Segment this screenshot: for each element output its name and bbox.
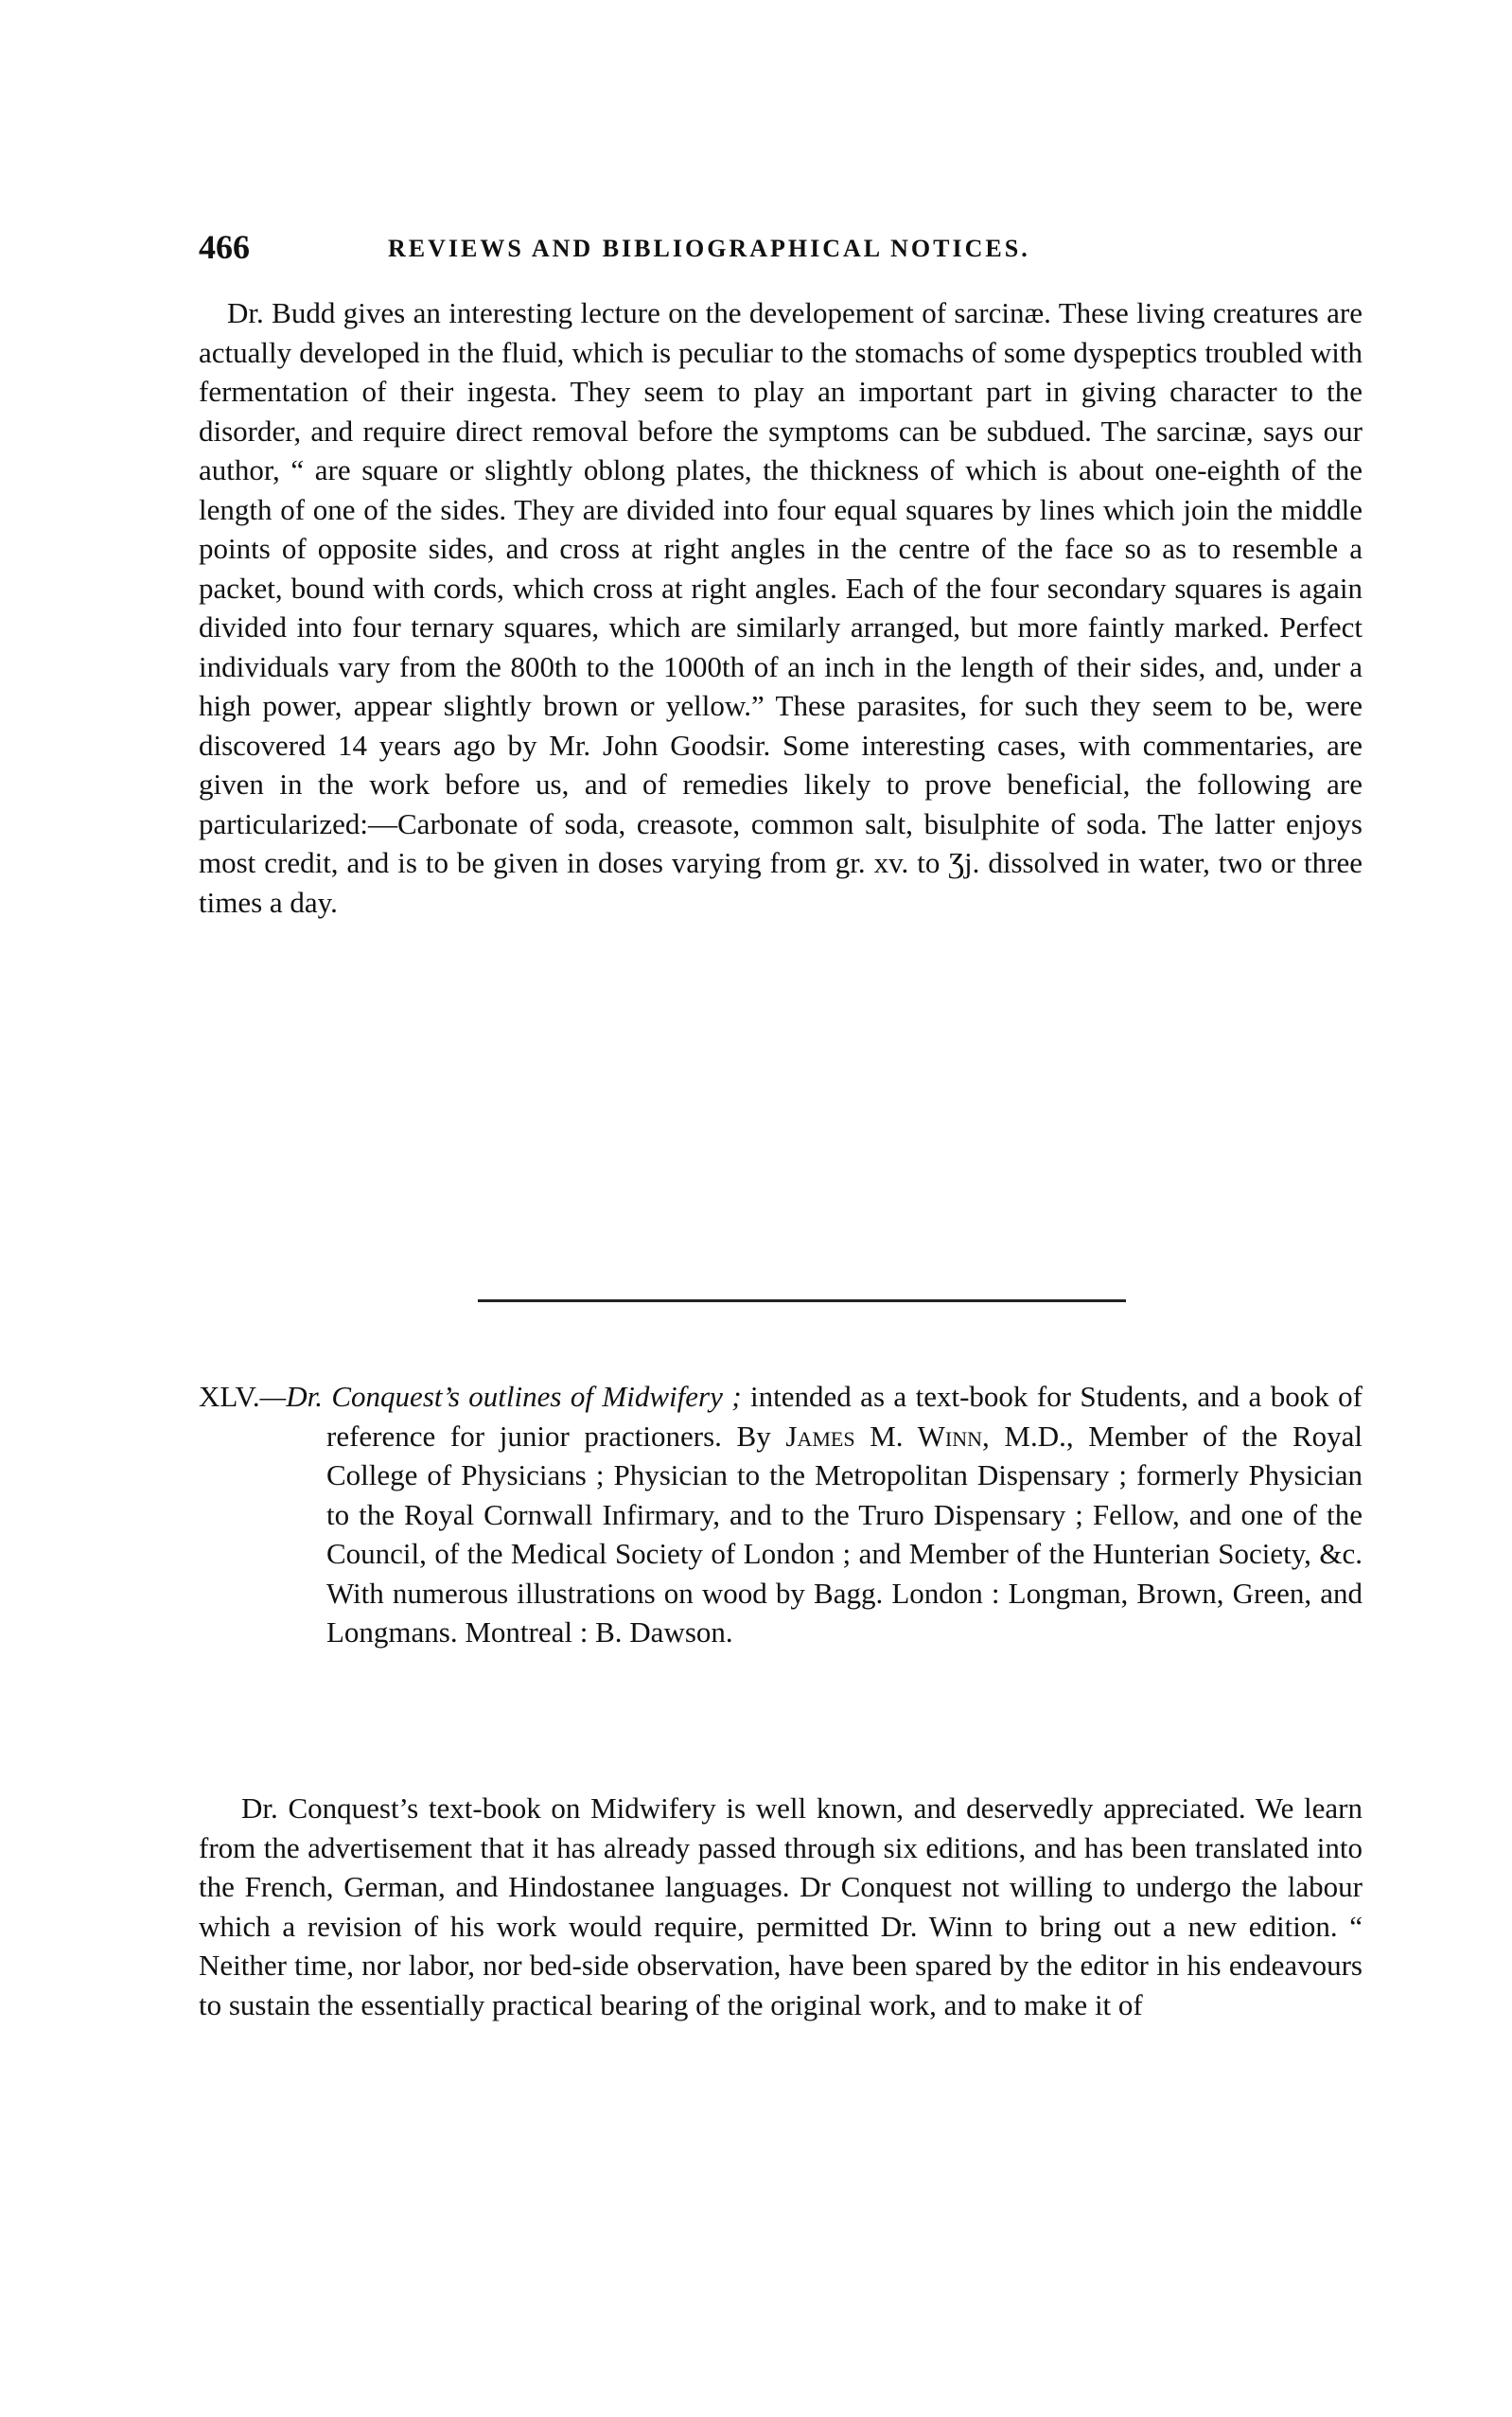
review-description-part-1: intended as a text-book for Students, and a book of reference for junior practioners. By	[326, 1380, 1363, 1453]
sarcinae-section	[199, 293, 1363, 922]
section-divider	[478, 1299, 1126, 1302]
running-title: REVIEWS AND BIBLIOGRAPHICAL NOTICES.	[388, 235, 1030, 262]
body-paragraph-conquest: Dr. Conquest’s text-book on Midwifery is well known, and deservedly appreciated. We learn from the advertisement that it has already passed through six editions, and has been translated into the French, German, and Hindostanee languages. Dr Conquest not willing to undergo the labour which a revision of his work would require, permitted Dr. Winn to bring out a new edition. “ Neither time, nor labor, nor bed-side observation, have been spared by the editor in his endeavours to sustain the essentially practical bearing of the original work, and to make it of	[199, 1791, 1363, 2021]
review-author-name: James M. Winn	[785, 1419, 983, 1453]
review-citation	[199, 1377, 1363, 1652]
review-entry-header	[199, 1377, 1363, 1652]
page-number: 466	[199, 228, 250, 266]
review-entry-number: XLV.	[199, 1380, 260, 1413]
review-book-title: —Dr. Conquest’s outlines of Midwifery ;	[259, 1380, 742, 1413]
conquest-review-body	[199, 1789, 1363, 2024]
page-header	[199, 227, 1363, 274]
body-paragraph-sarcinae: Dr. Budd gives an interesting lecture on the developement of sarcinæ. These living creatures are actually developed in the fluid, which is peculiar to the stomachs of some dyspeptics troubled with fermentation of their ingesta. They seem to play an important part in giving character to the disorder, and require direct removal before the symptoms can be subdued. The sarcinæ, says our author, “ are square or slightly oblong plates, the thickness of which is about one-eighth of the length of one of the sides. They are divided into four equal squares by lines which join the middle points of opposite sides, and cross at right angles in the centre of the face so as to resemble a packet, bound with cords, which cross at right angles. Each of the four secondary squares is again divided into four ternary squares, which are similarly arranged, but more faintly marked. Perfect individuals vary from the 800th to the 1000th of an inch in the length of their sides, and, under a high power, appear slightly brown or yellow.” These parasites, for such they seem to be, were discovered 14 years ago by Mr. John Goodsir. Some interesting cases, with commentaries, are given in the work before us, and of remedies likely to prove beneficial, the following are particularized:—Carbonate of soda, creasote, common salt, bisulphite of soda. The latter enjoys most credit, and is to be given in doses varying from gr. xv. to Ʒj. dissolved in water, two or three times a day.	[199, 296, 1363, 919]
review-description-part-2: , M.D., Member of the Royal College of Physicians ; Physician to the Metropolitan Dispensary ; formerly Physician to the Royal Cornwall Infirmary, and to the Truro Dispensary ; Fellow, and one of the Council, of the Medical Society of London ; and Member of the Hunterian Society, &c. With numerous illustrations on wood by Bagg. London : Longman, Brown, Green, and Longmans. Montreal : B. Dawson.	[326, 1419, 1363, 1649]
